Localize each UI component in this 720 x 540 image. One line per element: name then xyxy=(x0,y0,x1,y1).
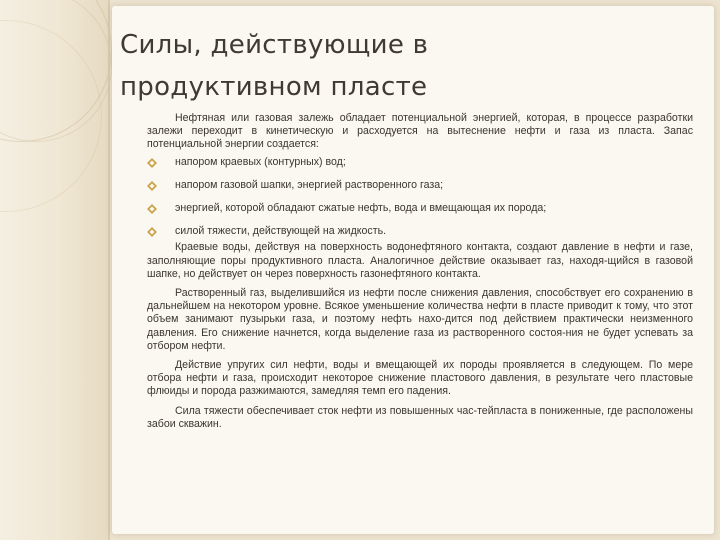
bullet-text: напором краевых (контурных) вод; xyxy=(175,155,346,168)
body-paragraph: Сила тяжести обеспечивает сток нефти из повышенных час-тейпласта в пониженные, где расположены забои скважин. xyxy=(147,404,693,430)
body-paragraph: Действие упругих сил нефти, воды и вмещающей их породы проявляется в следующем. По мере отбора нефти и газа, происходит некоторое снижение пластового давления, в результате чего пластовые флюиды и порода разжимаются, замедляя темп его падения. xyxy=(147,359,693,398)
bullet-list xyxy=(147,156,693,239)
bullet-text: энергией, которой обладают сжатые нефть, вода и вмещающая их порода; xyxy=(175,202,547,215)
diamond-bullet-icon xyxy=(147,181,157,191)
diamond-bullet-icon xyxy=(147,227,157,237)
bullet-item xyxy=(147,202,693,215)
body-paragraph: Растворенный газ, выделившийся из нефти после снижения давления, способствует его сохранению в дальнейшем на некотором уровне. Всякое уменьшение количества нефти в пласте приводит к тому, что этот объем занимают пузырьки газа, и поэтому нефть нахо-дится под действием практически неизменного давления. Его снижение начнется, когда выделение газа из растворенного состоя-ния не будет успевать за отбором нефти. xyxy=(147,287,693,352)
bullet-item xyxy=(147,179,693,192)
bullet-text: напором газовой шапки, энергией растворенного газа; xyxy=(175,178,444,191)
bullet-item xyxy=(147,225,693,238)
bullet-text: силой тяжести, действующей на жидкость. xyxy=(175,225,387,238)
diamond-bullet-icon xyxy=(147,204,157,214)
page-title: Силы, действующие в продуктивном пласте xyxy=(120,30,429,102)
intro-paragraph: Нефтяная или газовая залежь обладает потенциальной энергией, которая, в процессе разработки залежи переходит в кинетическую и расходуется на вытеснение нефти и газа из пласта. Запас потенциальной энергии создается: xyxy=(147,112,693,151)
decorative-side-band xyxy=(0,0,108,540)
divider-line xyxy=(108,0,110,540)
slide-body xyxy=(147,112,693,431)
body-paragraph: Краевые воды, действуя на поверхность водонефтяного контакта, создают давление в нефти и газе, заполняющие поры продуктивного пласта. Аналогичное действие оказывает газ, находя-щийся в газовой шапке, но действует он через поверхность газонефтяного контакта. xyxy=(147,241,693,280)
bullet-item xyxy=(147,156,693,169)
diamond-bullet-icon xyxy=(147,158,157,168)
